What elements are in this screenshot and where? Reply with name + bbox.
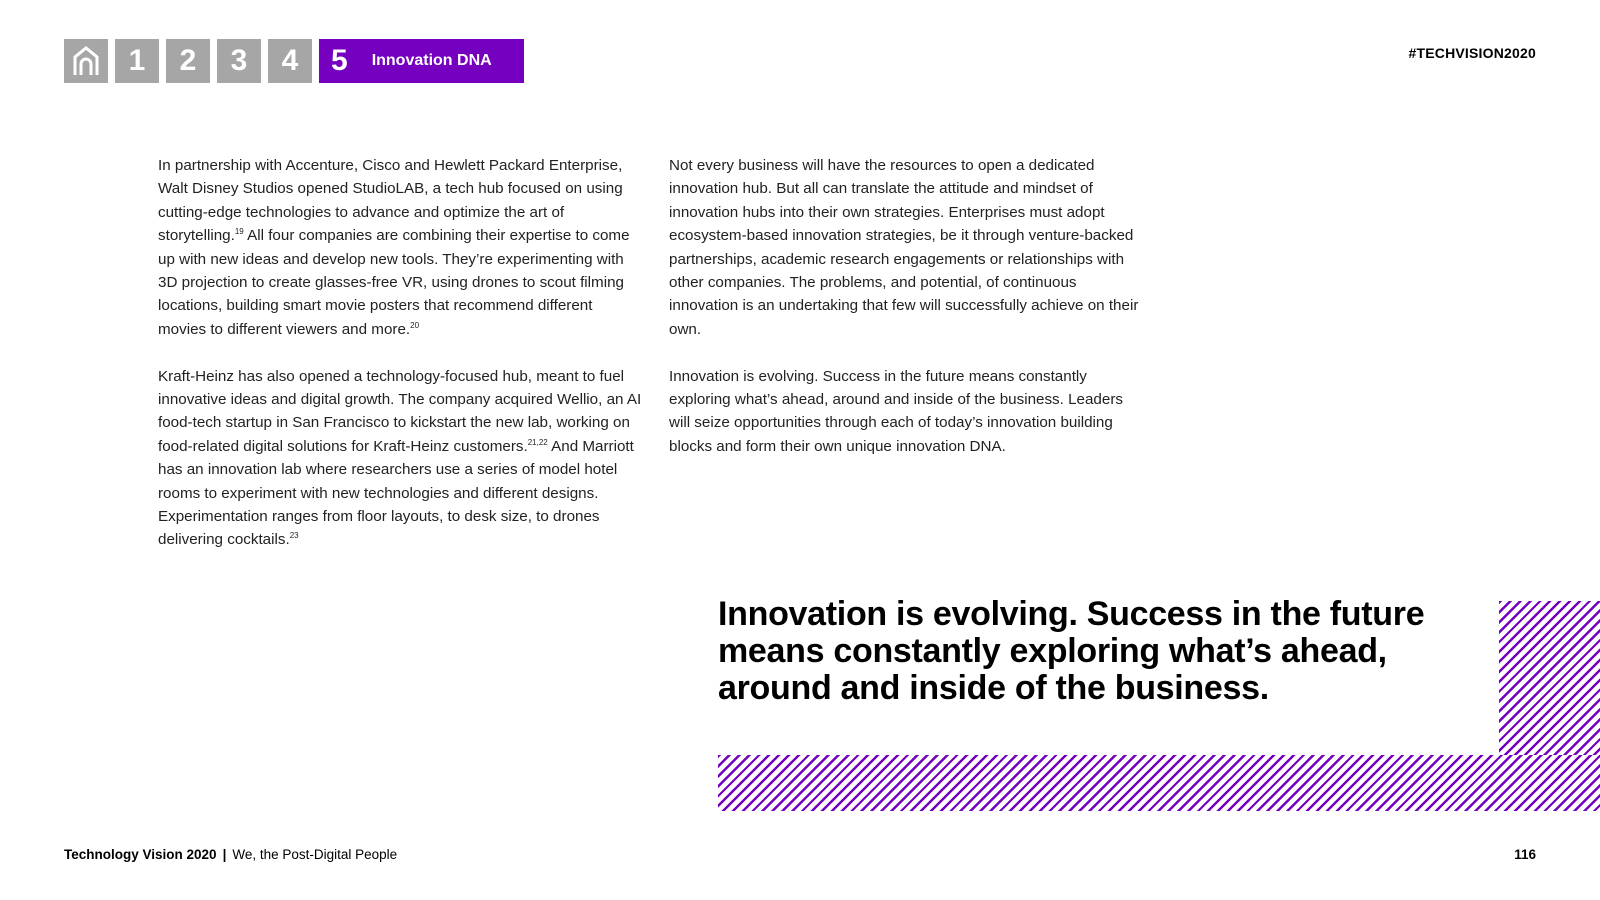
nav-active-number: 5 xyxy=(331,44,348,77)
nav-home-button[interactable] xyxy=(64,39,108,83)
nav-section-3[interactable]: 3 xyxy=(217,39,261,83)
paragraph-text: Kraft-Heinz has also opened a technology-focused hub, meant to fuel innovative ideas and digital growth. The company acquired Wellio, an AI food-tech startup in San Francisco to kickstart the new lab, working on food-related digital solutions for Kraft-Heinz customers. xyxy=(158,367,642,455)
footer-subtitle: We, the Post-Digital People xyxy=(232,847,398,862)
nav-section-4[interactable]: 4 xyxy=(268,39,312,83)
paragraph-text: And Marriott has an innovation lab where researchers use a series of model hotel rooms to experiment with new technologies and different designs. Experimentation ranges from floor layouts, to desk size, to drones delivering cocktails. xyxy=(158,437,634,549)
nav-section-2[interactable]: 2 xyxy=(166,39,210,83)
paragraph xyxy=(158,154,644,341)
home-icon xyxy=(72,46,100,76)
footer-brand: Technology Vision 2020 xyxy=(64,847,217,862)
paragraph-text: In partnership with Accenture, Cisco and Hewlett Packard Enterprise, Walt Disney Studios opened StudioLAB, a tech hub focused on using cutting-edge technologies to advance and optimize the art of storytelling. xyxy=(158,157,623,245)
nav-section-5-active[interactable] xyxy=(319,39,524,83)
right-column xyxy=(669,154,1144,482)
footnote-ref[interactable]: 21,22 xyxy=(527,437,548,447)
paragraph-text: All four companies are combining their expertise to come up with new ideas and develop new tools. They’re experimenting with 3D projection to create glasses-free VR, using drones to scout filming locations, building smart movie posters that recommend different movies to different viewers and more. xyxy=(158,227,630,338)
footnote-ref[interactable]: 20 xyxy=(410,320,420,330)
nav-section-1[interactable]: 1 xyxy=(115,39,159,83)
decorative-stripes-bottom xyxy=(718,755,1600,811)
footnote-ref[interactable]: 23 xyxy=(289,531,299,541)
footnote-ref[interactable]: 19 xyxy=(234,227,244,237)
hashtag: #TECHVISION2020 xyxy=(1408,45,1536,61)
section-nav xyxy=(64,39,524,83)
page-number: 116 xyxy=(1514,847,1536,862)
paragraph: Not every business will have the resources to open a dedicated innovation hub. But all can translate the attitude and mindset of innovation hubs into their own strategies. Enterprises must adopt ecosystem-based innovation strategies, be it through venture-backed partnerships, academic research engagements or relationships with other companies. The problems, and potential, of continuous innovation is an undertaking that few will successfully achieve on their own. xyxy=(669,157,1139,338)
paragraph xyxy=(158,365,644,552)
pull-quote: Innovation is evolving. Success in the future means constantly exploring what’s ahead, around and inside of the business. xyxy=(718,595,1425,707)
footer-separator: | xyxy=(222,847,227,862)
paragraph: Innovation is evolving. Success in the future means constantly exploring what’s ahead, around and inside of the business. Leaders will seize opportunities through each of today’s innovation building blocks and form their own unique innovation DNA. xyxy=(669,367,1123,455)
footer xyxy=(64,847,397,862)
left-column xyxy=(158,154,644,575)
nav-active-label: Innovation DNA xyxy=(371,52,492,69)
